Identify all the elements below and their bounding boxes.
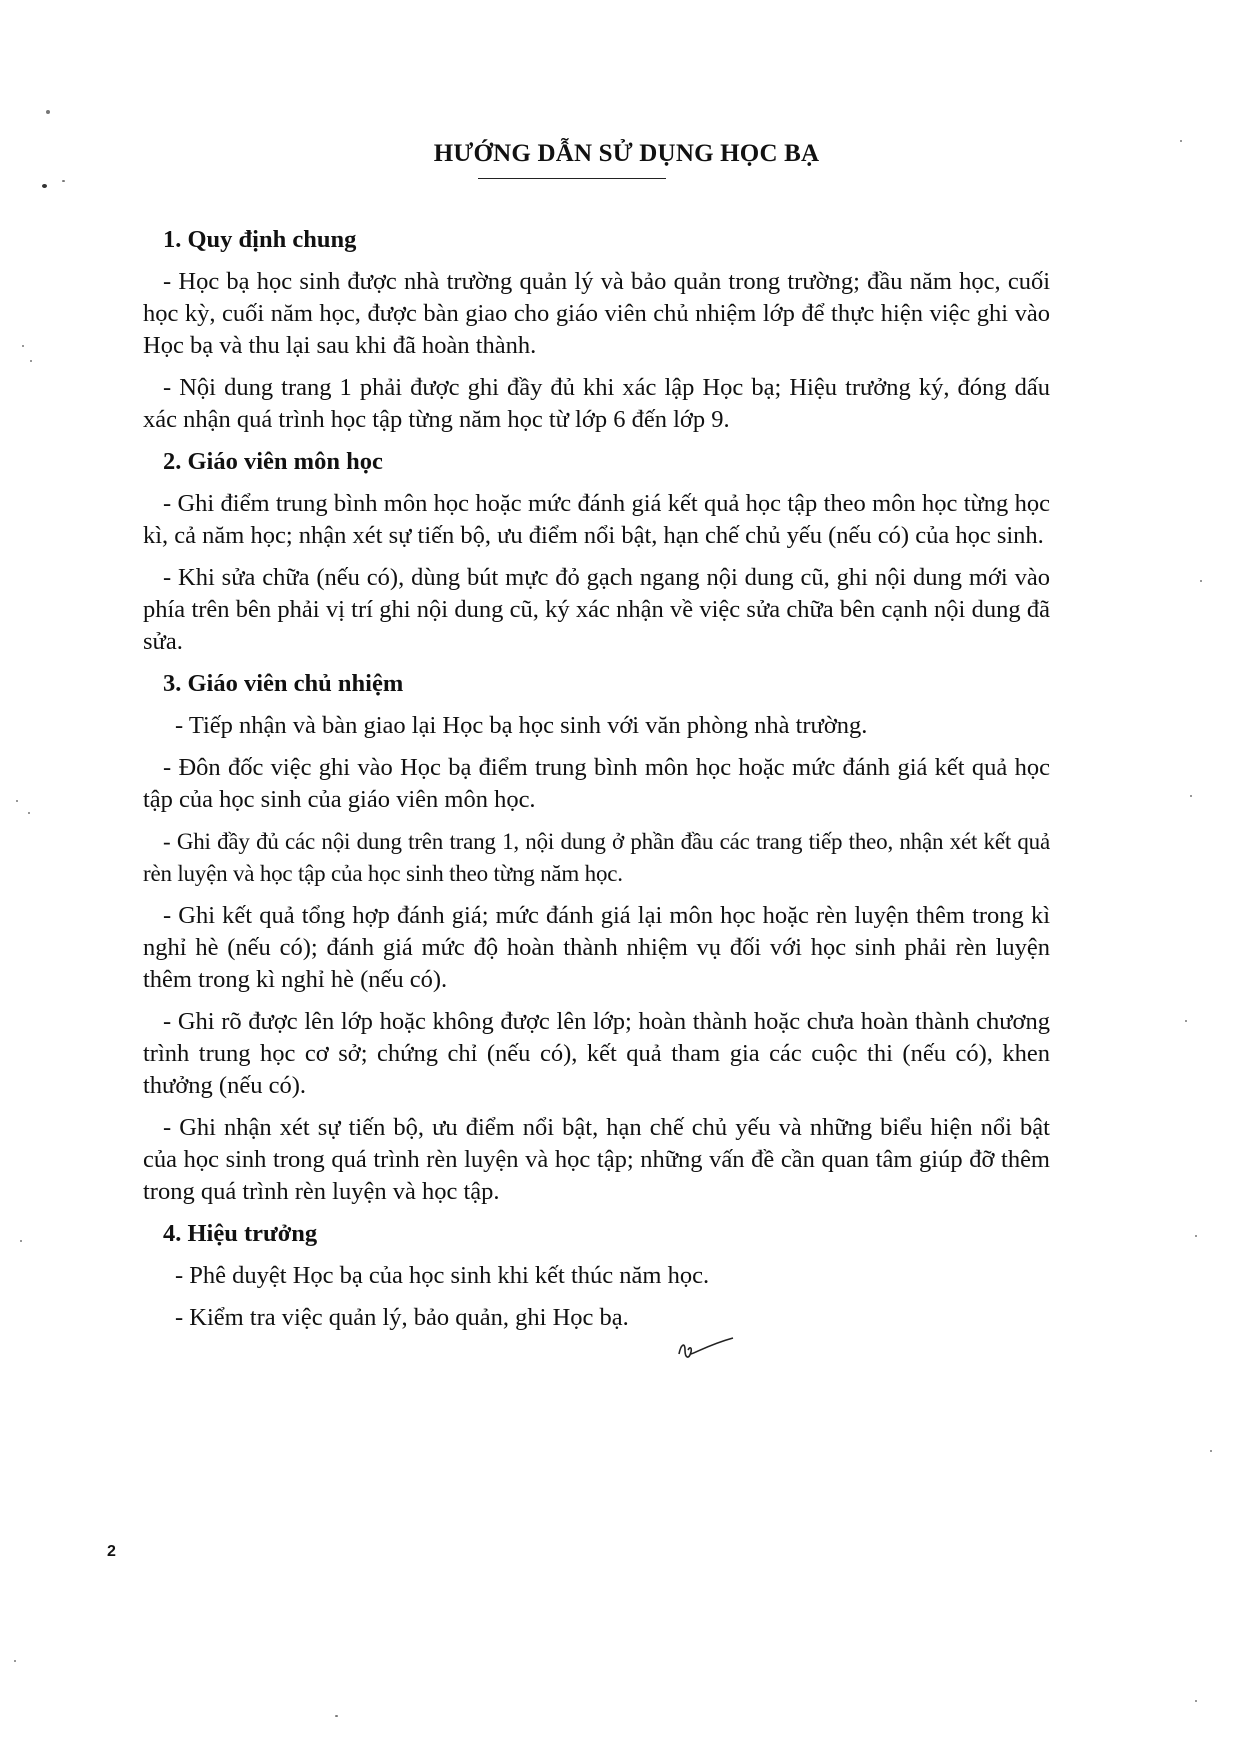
document-body xyxy=(143,224,1050,1344)
section-subject-teacher xyxy=(143,446,1050,658)
scan-speck xyxy=(14,1660,16,1662)
scan-speck xyxy=(20,1240,22,1242)
scan-speck xyxy=(62,180,65,182)
paragraph: - Ghi nhận xét sự tiến bộ, ưu điểm nổi bật, hạn chế chủ yếu và những biểu hiện nổi bật của học sinh trong quá trình rèn luyện và học tập; những vấn đề cần quan tâm giúp đỡ thêm trong quá trình rèn luyện và học tập. xyxy=(143,1114,1050,1205)
scan-speck xyxy=(1185,1020,1187,1022)
scan-speck xyxy=(335,1715,338,1717)
page-title: HƯỚNG DẪN SỬ DỤNG HỌC BẠ xyxy=(433,140,820,167)
paragraph: - Phê duyệt Học bạ của học sinh khi kết thúc năm học. xyxy=(175,1262,710,1289)
paragraph: - Đôn đốc việc ghi vào Học bạ điểm trung bình môn học hoặc mức đánh giá kết quả học tập của học sinh của giáo viên môn học. xyxy=(143,754,1050,813)
scan-speck xyxy=(46,110,50,114)
scan-speck xyxy=(16,800,18,802)
paragraph: - Học bạ học sinh được nhà trường quản lý và bảo quản trong trường; đầu năm học, cuối học kỳ, cuối năm học, được bàn giao cho giáo viên chủ nhiệm lớp để thực hiện việc ghi vào Học bạ và thu lại sau khi đã hoàn thành. xyxy=(143,268,1050,359)
scan-speck xyxy=(1195,1700,1197,1702)
page-number: 2 xyxy=(107,1543,116,1560)
scan-speck xyxy=(28,812,30,814)
title-underline xyxy=(478,178,666,179)
section-principal xyxy=(143,1218,1050,1334)
section-general-rules xyxy=(143,224,1050,436)
section-heading: 1. Quy định chung xyxy=(163,226,357,253)
paragraph: - Kiểm tra việc quản lý, bảo quản, ghi Học bạ. xyxy=(175,1304,629,1331)
paragraph: - Ghi đầy đủ các nội dung trên trang 1, nội dung ở phần đầu các trang tiếp theo, nhận xét kết quả rèn luyện và học tập của học sinh theo từng năm học. xyxy=(143,829,1050,886)
paragraph: - Tiếp nhận và bàn giao lại Học bạ học sinh với văn phòng nhà trường. xyxy=(175,712,868,739)
section-homeroom-teacher xyxy=(143,668,1050,1208)
initials-signature-icon xyxy=(677,1336,737,1366)
section-heading: 4. Hiệu trưởng xyxy=(163,1220,318,1247)
scan-speck xyxy=(22,345,24,347)
scan-speck xyxy=(1210,1450,1212,1452)
paragraph: - Ghi điểm trung bình môn học hoặc mức đánh giá kết quả học tập theo môn học từng học kì, cả năm học; nhận xét sự tiến bộ, ưu điểm nổi bật, hạn chế chủ yếu (nếu có) của học sinh. xyxy=(143,490,1050,549)
scan-speck xyxy=(1200,580,1202,582)
scan-speck xyxy=(30,360,32,362)
section-heading: 2. Giáo viên môn học xyxy=(163,448,383,475)
paragraph: - Ghi kết quả tổng hợp đánh giá; mức đánh giá lại môn học hoặc rèn luyện thêm trong kì nghỉ hè (nếu có); đánh giá mức độ hoàn thành nhiệm vụ đối với học sinh phải rèn luyện thêm trong kì nghỉ hè (nếu có). xyxy=(143,902,1050,993)
scan-speck xyxy=(42,184,47,188)
scan-speck xyxy=(1180,140,1182,142)
scan-speck xyxy=(1195,1235,1197,1237)
section-heading: 3. Giáo viên chủ nhiệm xyxy=(163,670,404,697)
paragraph: - Ghi rõ được lên lớp hoặc không được lên lớp; hoàn thành hoặc chưa hoàn thành chương trình trung học cơ sở; chứng chỉ (nếu có), kết quả tham gia các cuộc thi (nếu có), khen thưởng (nếu có). xyxy=(143,1008,1050,1099)
paragraph: - Nội dung trang 1 phải được ghi đầy đủ khi xác lập Học bạ; Hiệu trưởng ký, đóng dấu xác nhận quá trình học tập từng năm học từ lớp 6 đến lớp 9. xyxy=(143,374,1050,433)
scan-speck xyxy=(1190,795,1192,797)
paragraph: - Khi sửa chữa (nếu có), dùng bút mực đỏ gạch ngang nội dung cũ, ghi nội dung mới vào phía trên bên phải vị trí ghi nội dung cũ, ký xác nhận về việc sửa chữa bên cạnh nội dung đã sửa. xyxy=(143,564,1050,655)
